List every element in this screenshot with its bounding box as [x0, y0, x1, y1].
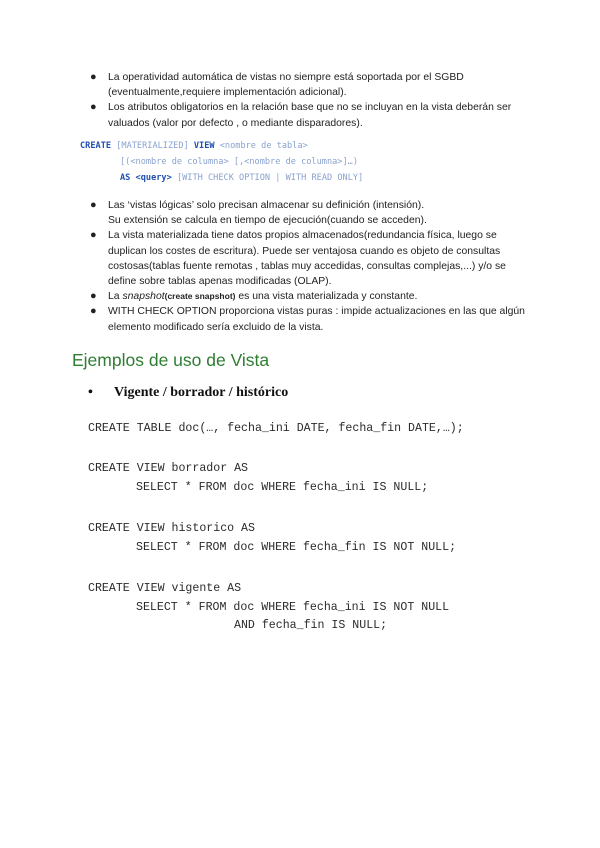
syntax-line-3	[80, 170, 363, 186]
syntax-placeholder: <nombre de tabla>	[219, 141, 308, 151]
sql-block-historico	[88, 520, 456, 557]
sql-line: CREATE VIEW borrador AS	[88, 462, 249, 475]
sql-line: CREATE VIEW vigente AS	[88, 582, 242, 595]
syntax-option: [MATERIALIZED]	[116, 141, 189, 151]
syntax-keyword: AS	[120, 173, 131, 183]
sub-bullet-text: Vigente / borrador / histórico	[114, 385, 289, 400]
bullet-text: La operatividad automática de vistas no siempre está soportada por el SGBD (eventualmente,requiere implementación adicional).	[108, 72, 464, 99]
bullet-dot-icon: ●	[90, 71, 97, 83]
bullet-item	[86, 198, 536, 228]
bullet-item	[86, 100, 536, 130]
bullet-text: Su extensión se calcula en tiempo de ejecución(cuando se acceden).	[108, 215, 427, 227]
sql-block-borrador	[88, 460, 428, 497]
syntax-line-2	[80, 154, 363, 170]
bullet-dot-icon: ●	[90, 101, 97, 114]
sql-line: CREATE TABLE doc(…, fecha_ini DATE, fecha_fin DATE,…);	[88, 422, 464, 435]
sql-block-vigente	[88, 580, 449, 636]
bullet-text: Los atributos obligatorios en la relación base que no se incluyan en la vista deberán ser valuados (valor por defecto , o mediante disparadores).	[108, 102, 512, 129]
syntax-placeholder: <query>	[135, 173, 172, 183]
sql-block-create-table	[88, 420, 464, 439]
syntax-placeholder: [(<nombre de columna> [,<nombre de columna>]…)	[120, 157, 358, 167]
bullet-item	[86, 304, 536, 334]
bullet-text: Las ‘vistas lógicas’ solo precisan almacenar su definición (intensión).	[108, 200, 425, 211]
top-bullet-list	[86, 70, 536, 131]
sql-line: SELECT * FROM doc WHERE fecha_ini IS NOT NULL	[136, 600, 450, 614]
sql-line: CREATE VIEW historico AS	[88, 522, 255, 535]
syntax-keyword: VIEW	[193, 141, 215, 151]
bullet-text: WITH CHECK OPTION proporciona vistas puras : impide actualizaciones en las que algún elemento modificado sería excluido de la vista.	[108, 306, 525, 333]
bullet-dot-icon: •	[88, 385, 93, 400]
section-heading: Ejemplos de uso de Vista	[72, 350, 270, 370]
sql-line: AND fecha_fin IS NULL;	[234, 619, 388, 632]
bullet-dot-icon: ●	[90, 290, 97, 303]
bullet-dot-icon: ●	[90, 305, 97, 318]
bullet-dot-icon: ●	[90, 199, 97, 211]
bullet-dot-icon: ●	[90, 229, 97, 242]
bullet-item	[86, 289, 536, 304]
syntax-keyword: CREATE	[80, 141, 112, 151]
syntax-line-1	[80, 138, 363, 154]
sql-line: SELECT * FROM doc WHERE fecha_ini IS NULL;	[136, 480, 429, 494]
snapshot-code: (create snapshot)	[164, 291, 236, 302]
bullet-item	[86, 70, 536, 100]
bullet-text: La	[108, 291, 123, 303]
syntax-option: [WITH CHECK OPTION | WITH READ ONLY]	[176, 173, 364, 183]
bullet-text: es una vista materializada y constante.	[235, 291, 418, 303]
sql-line: SELECT * FROM doc WHERE fecha_fin IS NOT NULL;	[136, 540, 457, 554]
create-view-syntax	[80, 138, 363, 186]
bullet-text: La vista materializada tiene datos propios almacenados(redundancia física, luego se duplican los costes de escritura). Puede ser ventajosa cuando es objeto de consultas costosas(tablas fuente remotas , tablas muy accedidas, consultas complejas,...) y/o se define sobre tablas apenas modificadas (OLAP).	[108, 230, 506, 288]
bottom-bullet-list	[86, 198, 536, 335]
sub-bullet	[88, 385, 288, 401]
snapshot-term: snapshot	[122, 291, 165, 303]
bullet-item	[86, 228, 536, 289]
